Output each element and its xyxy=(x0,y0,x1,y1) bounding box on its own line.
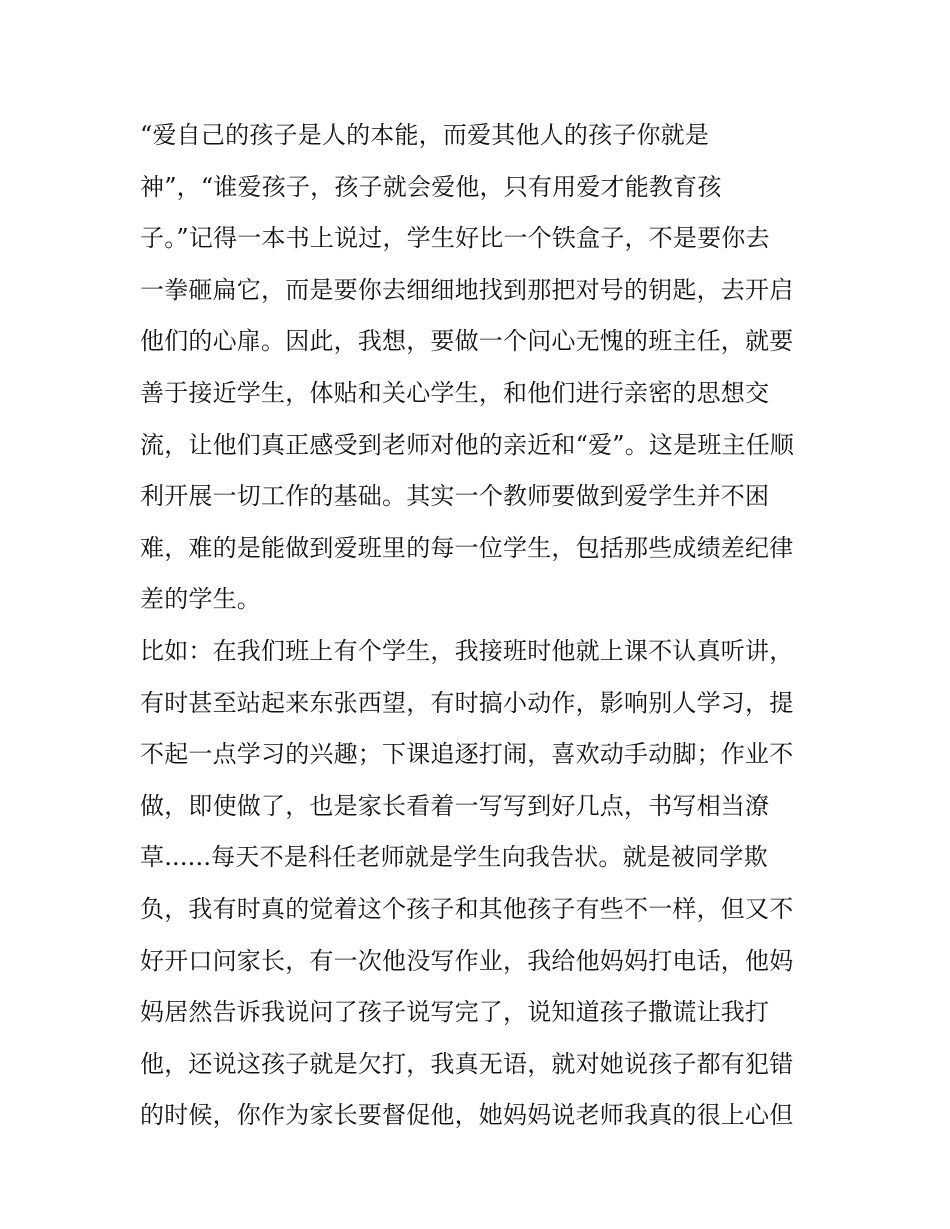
text-line-12: 有时甚至站起来东张西望，有时搞小动作，影响别人学习，提 xyxy=(140,688,794,717)
text-line-13: 不起一点学习的兴趣；下课追逐打闹，喜欢动手动脚；作业不 xyxy=(140,740,794,769)
text-line-10: 差的学生。 xyxy=(140,585,261,614)
text-line-2: 神”，“谁爱孩子，孩子就会爱他，只有用爱才能教育孩 xyxy=(140,172,722,201)
text-line-4: 一拳砸扁它，而是要你去细细地找到那把对号的钥匙，去开启 xyxy=(140,275,794,304)
text-line-17: 好开口问家长，有一次他没写作业，我给他妈妈打电话，他妈 xyxy=(140,946,794,975)
text-line-6: 善于接近学生，体贴和关心学生，和他们进行亲密的思想交 xyxy=(140,378,770,407)
text-line-3: 子。”记得一本书上说过，学生好比一个铁盒子，不是要你去 xyxy=(140,224,770,253)
text-line-15: 草......每天不是科任老师就是学生向我告状。就是被同学欺 xyxy=(140,843,768,872)
body-text xyxy=(140,110,840,1142)
text-line-7: 流，让他们真正感受到老师对他的亲近和“爱”。这是班主任顺 xyxy=(140,430,795,459)
text-line-18: 妈居然告诉我说问了孩子说写完了，说知道孩子撒谎让我打 xyxy=(140,998,770,1027)
text-line-8: 利开展一切工作的基础。其实一个教师要做到爱学生并不困 xyxy=(140,482,770,511)
text-line-5: 他们的心扉。因此，我想，要做一个问心无愧的班主任，就要 xyxy=(140,327,794,356)
text-line-1: “爱自己的孩子是人的本能，而爱其他人的孩子你就是 xyxy=(140,121,710,149)
text-line-16: 负，我有时真的觉着这个孩子和其他孩子有些不一样，但又不 xyxy=(140,894,794,923)
text-line-9: 难，难的是能做到爱班里的每一位学生，包括那些成绩差纪律 xyxy=(140,533,794,562)
text-line-20: 的时候，你作为家长要督促他，她妈妈说老师我真的很上心但 xyxy=(140,1101,794,1130)
text-line-14: 做，即使做了，也是家长看着一写写到好几点，书写相当潦 xyxy=(140,791,770,820)
text-line-19: 他，还说这孩子就是欠打，我真无语，就对她说孩子都有犯错 xyxy=(140,1049,794,1078)
text-line-11: 比如：在我们班上有个学生，我接班时他就上课不认真听讲， xyxy=(140,636,794,665)
